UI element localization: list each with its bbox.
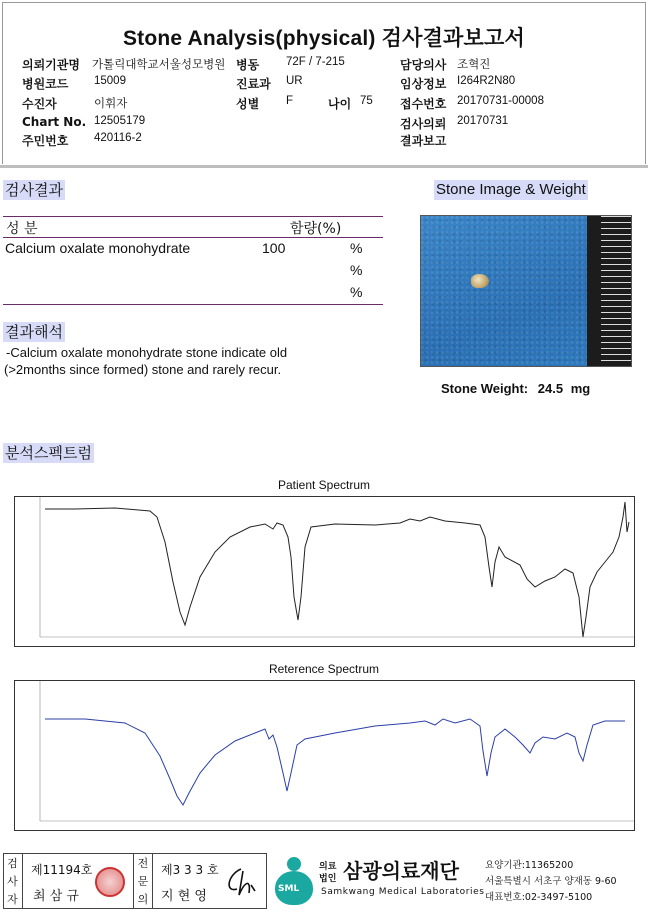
interpretation-line-2: (>2months since formed) stone and rarely recur. [4, 362, 282, 377]
inspector-name: 최 삼 규 [33, 889, 79, 904]
org-english-name: Samkwang Medical Laboratories [321, 887, 485, 897]
reference-spectrum-chart [14, 680, 635, 831]
stone-weight-unit: mg [570, 381, 591, 396]
info-value-resident-no: 420116-2 [94, 132, 142, 144]
info-value-doctor: 조혁진 [457, 59, 491, 71]
info-key-ward: 병동 [236, 58, 260, 72]
org-address: 서울특별시 서초구 양재동 9-60 [485, 876, 617, 887]
patient-spectrum-chart [14, 496, 635, 647]
scale-ruler [587, 216, 631, 366]
inspector-seal [95, 867, 125, 897]
org-logo [273, 857, 313, 905]
info-key-doctor: 담당의사 [400, 58, 447, 72]
patient-spectrum-plot [15, 497, 634, 646]
info-key-chart-no: Chart No. [22, 115, 87, 129]
result-component: Calcium oxalate monohydrate [5, 240, 191, 256]
info-value-reception-no: 20170731-00008 [457, 95, 544, 107]
info-value-hospital-code: 15009 [94, 75, 126, 87]
results-header-rule [3, 237, 383, 238]
report-title: Stone Analysis(physical) 검사결과보고서 [122, 27, 526, 50]
results-top-rule [3, 216, 383, 217]
org-code: 요양기관:11365200 [485, 860, 574, 871]
col-component: 성 분 [6, 221, 38, 237]
result-unit: % [350, 284, 363, 300]
reviewer-signature [221, 865, 261, 899]
stone-weight [441, 381, 590, 396]
info-value-dept: UR [286, 75, 303, 87]
info-value-institution: 가톨릭대학교서울성모병원 [92, 59, 226, 71]
spectra-heading: 분석스펙트럼 [5, 444, 92, 462]
org-name: 삼광의료재단 [343, 859, 459, 883]
result-unit: % [350, 240, 363, 256]
info-key-report-date: 결과보고 [400, 134, 447, 148]
org-phone: 대표번호:02-3497-5100 [485, 892, 593, 903]
info-key-reception-no: 접수번호 [400, 97, 447, 111]
result-unit: % [350, 262, 363, 278]
stone-heading: Stone Image & Weight [436, 181, 586, 198]
info-key-sex: 성별 [236, 97, 260, 111]
reviewer-label: 전문의 [133, 853, 153, 909]
info-value-age: 75 [360, 95, 373, 107]
inspector-license-no: 제11194호 [31, 863, 93, 877]
info-key-age: 나이 [328, 97, 352, 111]
results-bottom-rule [3, 304, 383, 305]
inspector-label: 검사자 [3, 853, 23, 909]
info-key-clinical: 임상정보 [400, 77, 447, 91]
result-amount: 100 [262, 240, 286, 256]
reference-spectrum-title: Reterence Spectrum [268, 662, 380, 676]
reviewer-name: 지 현 영 [161, 889, 207, 904]
org-prefix-2: 법인 [319, 874, 337, 884]
col-amount: 함량(%) [290, 221, 342, 237]
info-key-dept: 진료과 [236, 77, 271, 91]
stone-photo [420, 215, 632, 367]
info-key-resident-no: 주민번호 [22, 134, 69, 148]
stone-weight-label: Stone Weight: [441, 381, 529, 396]
info-key-hospital-code: 병원코드 [22, 77, 69, 91]
info-value-clinical: I264R2N80 [457, 75, 516, 87]
patient-spectrum-title: Patient Spectrum [277, 478, 371, 492]
reference-spectrum-plot [15, 681, 634, 830]
logo-text: SML [278, 884, 300, 894]
info-value-sex: F [286, 95, 294, 107]
org-prefix-1: 의료 [319, 862, 337, 872]
stone-weight-value: 24.5 [537, 381, 564, 396]
footer [3, 853, 645, 911]
section-divider [0, 165, 648, 168]
stone-specimen [471, 274, 489, 288]
info-value-chart-no: 12505179 [94, 115, 146, 127]
info-key-request-date: 검사의뢰 [400, 117, 447, 131]
reviewer-license-no: 제3 3 3 호 [161, 863, 219, 877]
info-key-institution: 의뢰기관명 [22, 58, 80, 72]
info-value-patient: 이휘자 [94, 98, 128, 110]
info-key-patient: 수진자 [22, 97, 57, 111]
interpretation-heading: 결과해석 [5, 323, 63, 341]
interpretation-line-1: -Calcium oxalate monohydrate stone indicate old [6, 345, 288, 360]
results-heading: 검사결과 [5, 181, 63, 199]
info-value-ward: 72F / 7-215 [286, 56, 345, 68]
info-value-request-date: 20170731 [457, 115, 509, 127]
